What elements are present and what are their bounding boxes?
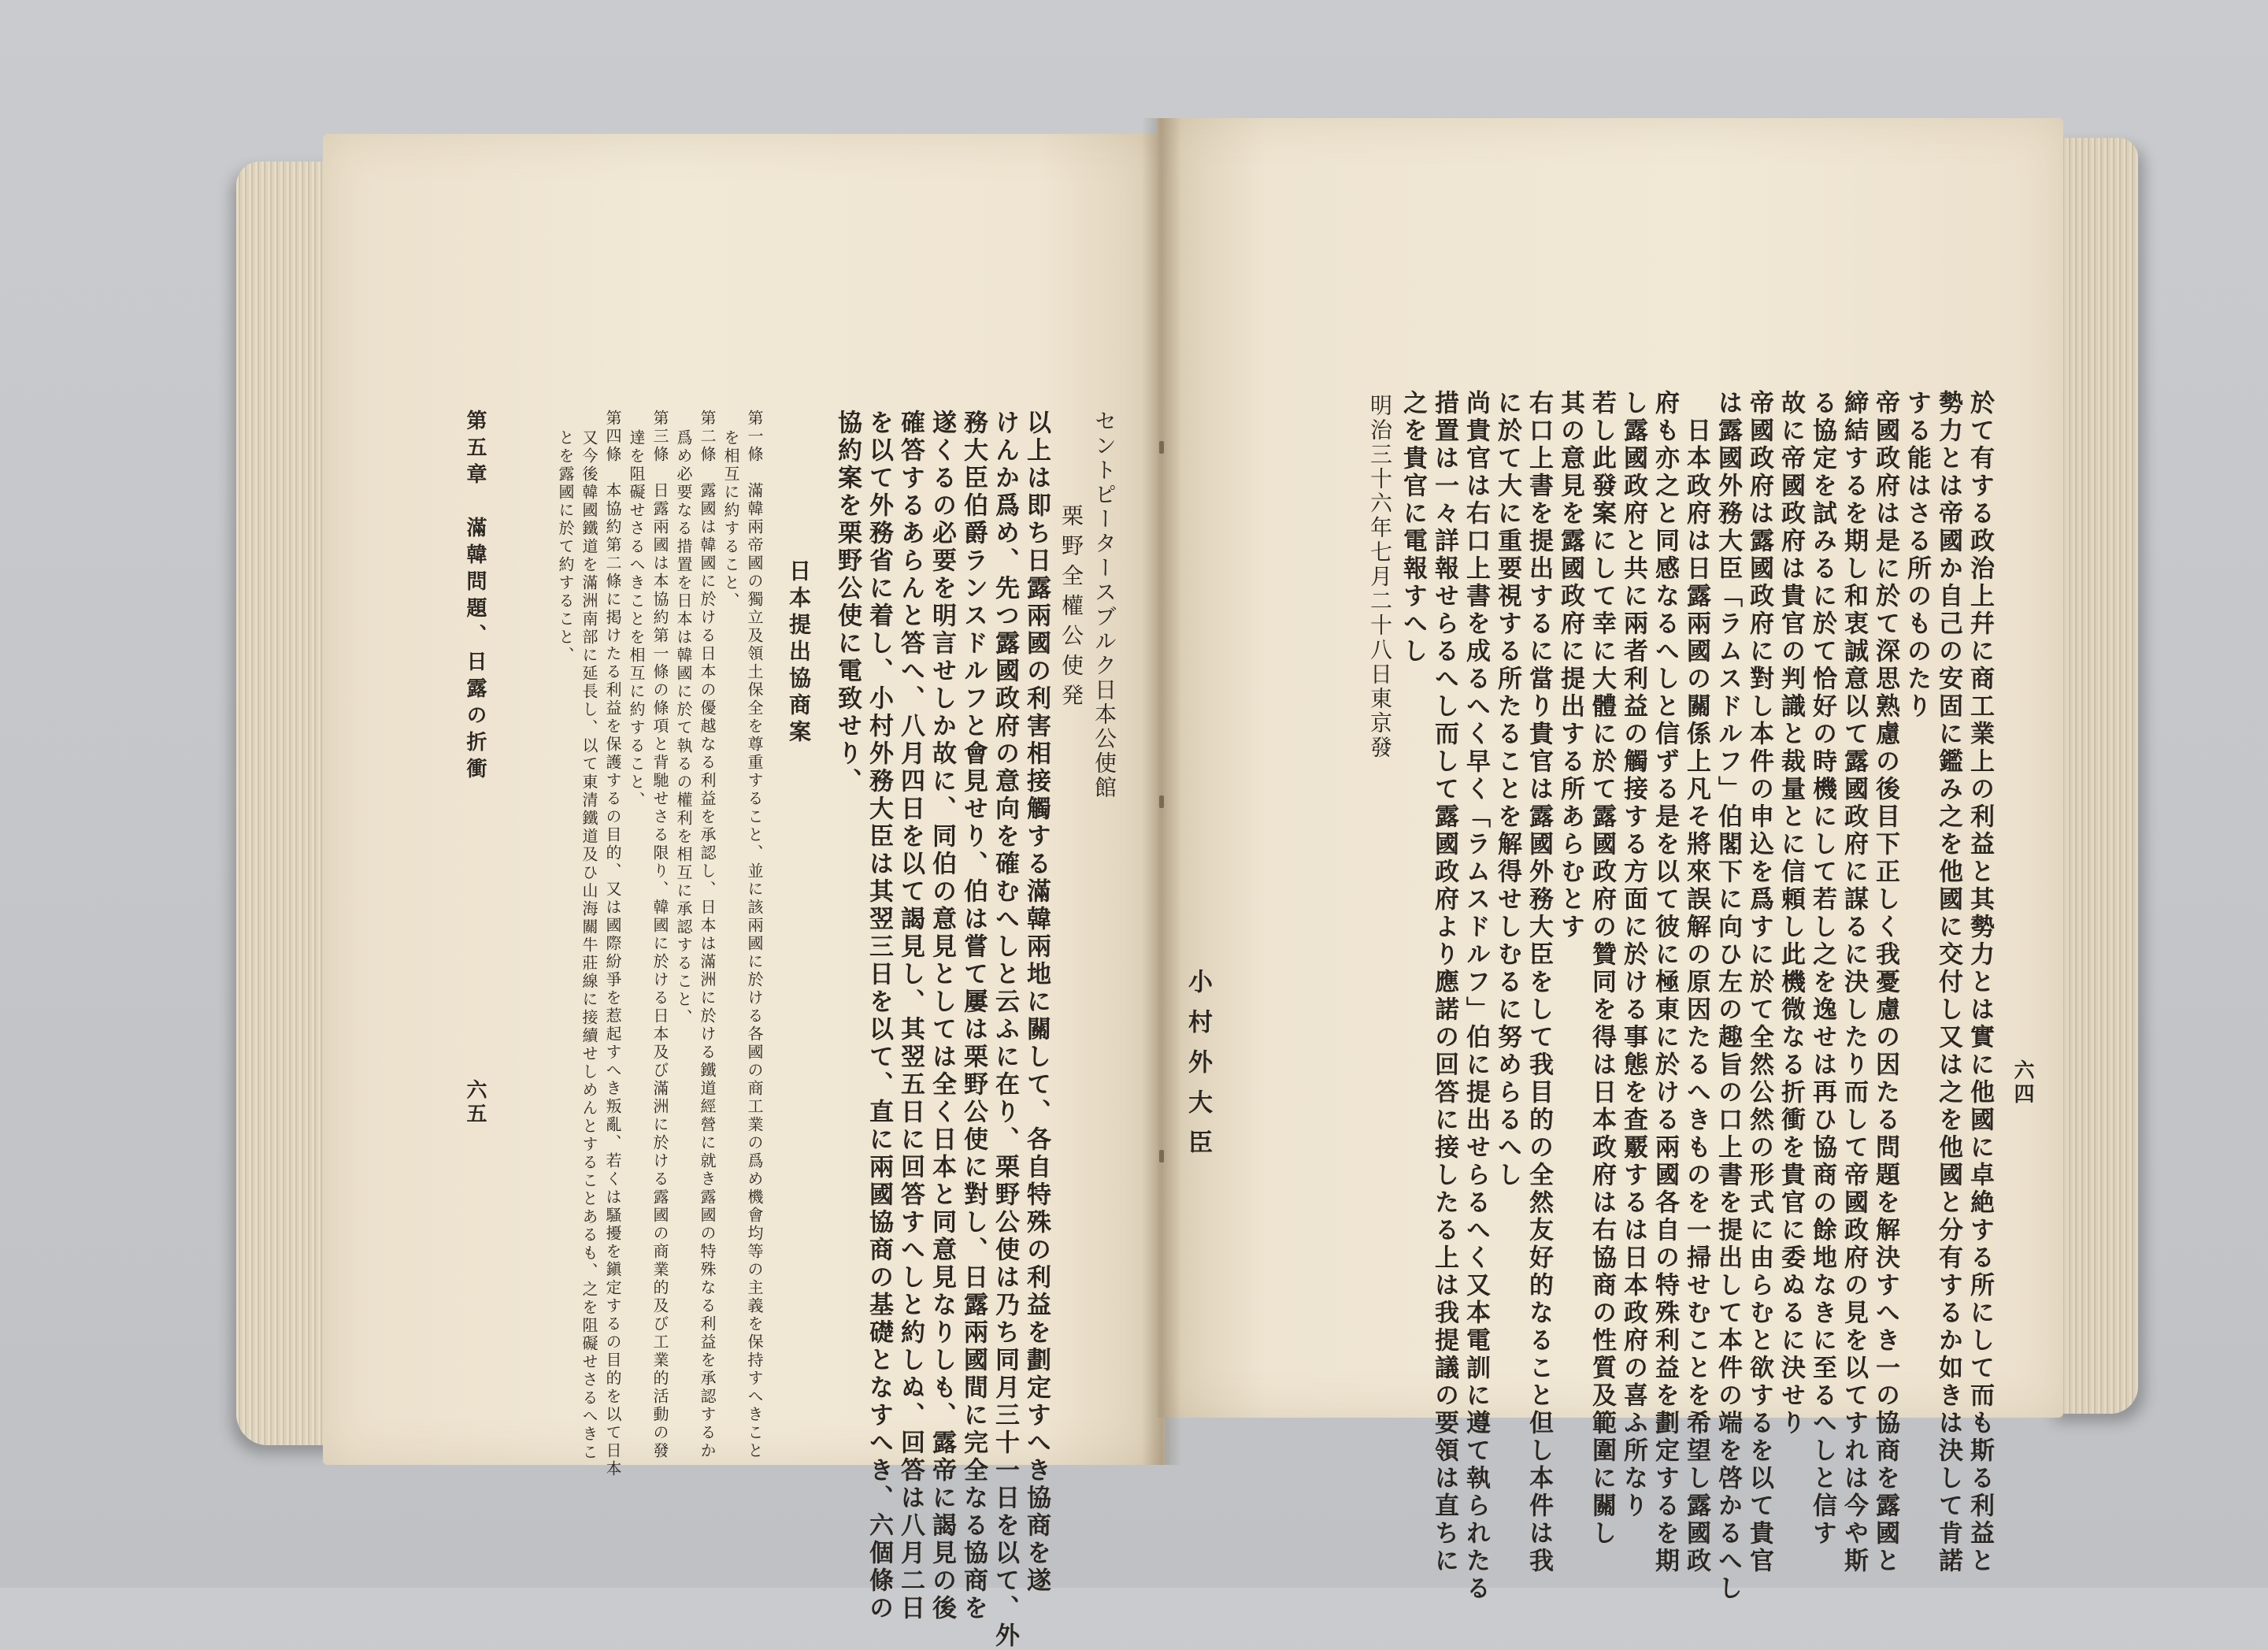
text-column: 之を貴官に電報すへし — [1399, 390, 1427, 666]
article-text: 達を阻礙せさるへきことを相互に約すること、 — [627, 429, 646, 810]
text-column: 帝國政府は露國政府に對し本件の申込を爲すに於て全然公然の形式に由らむと欲するを以て貴官 — [1745, 390, 1773, 1575]
article-text: とを露國に於て約すること、 — [556, 429, 575, 665]
text-column: 務大臣伯爵ランスドルフと會見せり、伯は嘗て屢は栗野公使に對し、日露兩國間に完全なる協商を — [959, 410, 988, 1622]
article-text: 第三條 日露兩國は本協約第一條の條項と背馳せさる限り、韓國に於ける日本及び滿洲に於ける露國の商業的及び工業的活動の發 — [650, 410, 669, 1460]
text-column: けんか爲め、先つ露國政府の意向を確むへしと云ふに在り、栗野公使は乃ち同月三十一日を以て、外 — [991, 410, 1019, 1650]
text-column: 右口上書を提出するに當り貴官は露國外務大臣をして我目的の全然友好的なること但し本件は我 — [1525, 390, 1553, 1575]
text-column: 府も亦之と同感なるへしと信ずる是を以て彼に極東に於ける兩國各自の特殊利益を劃定するを期 — [1651, 390, 1679, 1575]
text-column: 協約案を栗野公使に電致せり、 — [833, 410, 862, 795]
binding-stitch — [1159, 795, 1164, 808]
text-column: 帝國政府は是に於て深思熟慮の後目下正しく我憂慮の因たる問題を解決すへき一の協商を露國と — [1871, 390, 1899, 1575]
text-column: 勢力とは帝國か自己の安固に鑑み之を他國に交付し又は之を他國と分有するか如きは決して肯諾 — [1934, 390, 1962, 1575]
text-column: 若し此發案にして幸に大體に於て露國政府の贊同を得は日本政府は右協商の性質及範圍に關し — [1588, 390, 1616, 1548]
text-column: し露國政府と共に兩者利益の觸接する方面に於ける事態を査覈するは日本政府の喜ふ所なり — [1619, 390, 1647, 1520]
article-text: 第二條 露國は韓國に於ける日本の優越なる利益を承認し、日本は滿洲に於ける鐵道經營に就き露國の特殊なる利益を承認するか — [698, 410, 717, 1460]
text-column: に於て大に重要視する所たることを解得せしむるに努めらるへし — [1493, 390, 1521, 1189]
binding-stitch — [1159, 441, 1164, 454]
text-column: 日本政府は日露兩國の關係上凡そ將來誤解の原因たるへきものを一掃せむことを希望し露國政 — [1682, 417, 1710, 1575]
text-column: 以上は即ち日露兩國の利害相接觸する滿韓兩地に關して、各自特殊の利益を劃定すへき協商を遂 — [1022, 410, 1051, 1595]
left-page-number: 六五 — [463, 1079, 487, 1126]
running-head: 第五章 滿韓問題、日露の折衝 — [463, 410, 487, 784]
text-column: 故に帝國政府は貴官の判識と裁量とに信頼し此機微なる折衝を貴官に委ぬるに決せり — [1777, 390, 1805, 1437]
article-text: 爲め必要なる措置を日本は韓國に於て執るの權利を相互に承認すること、 — [674, 429, 693, 1027]
article-text: 又今後韓國鐵道を滿洲南部に延長し、以て東清鐵道及ひ山海關牛莊線に接續せしめんとすることあるも、之を阻礙せさるへきこ — [580, 429, 598, 1462]
article-text: 第四條 本協約第二條に掲けたる利益を保護するの目的、又は國際紛爭を惹起すへき叛亂、若くは騷擾を鎭定するの目的を以て日本 — [603, 410, 622, 1478]
text-column: 尚貴官は右口上書を成るへく早く「ラムスドルフ」伯に提出せらるへく又本電訓に遵て執られたる — [1462, 390, 1490, 1603]
text-column: 遂くるの必要を明言せしか故に、同伯の意見としては全く日本と同意見なりしも、露帝に謁見の後 — [928, 410, 956, 1622]
book-gutter — [1142, 118, 1181, 1465]
telegram-from: セントピータースブルク日本公使館 — [1091, 410, 1117, 800]
section-title: 日本提出協商案 — [786, 559, 812, 747]
article-text: を相互に約すること、 — [721, 429, 740, 610]
right-page-number: 六四 — [2010, 1059, 2034, 1107]
text-column: する能はさる所のものたり — [1903, 390, 1931, 721]
telegram-date: 明治三十六年七月二十八日東京發 — [1367, 394, 1393, 760]
telegram-signature: 小村外大臣 — [1184, 969, 1212, 1170]
text-column: は露國外務大臣「ラムスドルフ」伯閣下に向ひ左の趣旨の口上書を提出して本件の端を啓かるへし — [1714, 390, 1742, 1603]
text-column: 措置は一々詳報せらるへし而して露國政府より應諾の回答に接したる上は我提議の要領は直ちに — [1430, 390, 1458, 1575]
text-column: る協定を試みるに於て恰好の時機にして若し之を逸せは再ひ協商の餘地なきに至るへしと信す — [1808, 390, 1836, 1548]
telegram-sender: 栗野全權公使発 — [1058, 504, 1084, 714]
binding-stitch — [1159, 1150, 1164, 1162]
text-column: 其の意見を露國政府に提出する所あらむとす — [1556, 390, 1584, 941]
text-column: 確答するあらんと答へ、八月四日を以て謁見し、其翌五日に回答すへしと約しぬ、回答は八月二日 — [896, 410, 925, 1622]
text-column: 於て有する政治上幷に商工業上の利益と其勢力とは實に他國に卓絶する所にして而も斯る利益と — [1966, 390, 1994, 1575]
article-text: 第一條 滿韓兩帝國の獨立及領土保全を尊重すること、並に該兩國に於ける各國の商工業の爲め機會均等の主義を保持すへきこと — [745, 410, 764, 1460]
text-column: を以て外務省に着し、小村外務大臣は其翌三日を以て、直に兩國協商の基礎となすへき、六個條の — [865, 410, 893, 1622]
text-column: 締結するを期し和衷誠意以て露國政府に謀るに決したり而して帝國政府の見を以てすれは今や斯 — [1840, 390, 1868, 1575]
